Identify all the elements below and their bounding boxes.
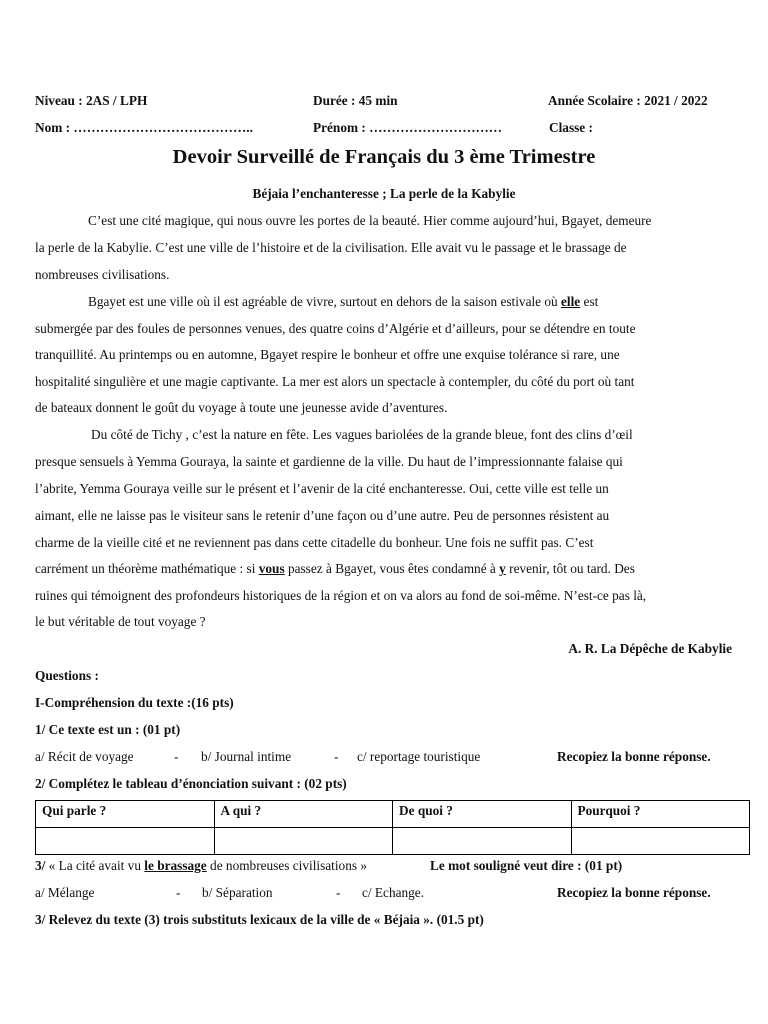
question-2: 2/ Complétez le tableau d’énonciation suivant : (02 pts): [35, 776, 347, 791]
text-line: l’abrite, Yemma Gouraya veille sur le présent et l’avenir de la cité enchanteresse. Oui, cette ville est telle un: [35, 481, 609, 496]
text-line: C’est une cité magique, qui nous ouvre les portes de la beauté. Hier comme aujourd’hui, Bgayet, demeure: [88, 213, 652, 228]
page-title: Devoir Surveillé de Français du 3 ème Trimestre: [172, 146, 596, 168]
q1-option-a: a/ Récit de voyage: [35, 749, 134, 764]
question-3: 3/ « La cité avait vu le brassage de nombreuses civilisations »: [35, 858, 367, 873]
questions-heading: Questions :: [35, 668, 99, 683]
underlined-word: elle: [561, 294, 581, 309]
table-header-cell: Pourquoi ?: [571, 801, 750, 828]
dash-separator: -: [334, 749, 339, 764]
text-subtitle: Béjaia l’enchanteresse ; La perle de la Kabylie: [252, 186, 516, 201]
q1-instruction: Recopiez la bonne réponse.: [557, 749, 711, 764]
text-source: A. R. La Dépêche de Kabylie: [568, 641, 732, 656]
question-4: 3/ Relevez du texte (3) trois substituts lexicaux de la ville de « Béjaia ». (01.5 pt): [35, 912, 484, 927]
table-answer-cell: [36, 828, 215, 855]
school-year-label: Année Scolaire : 2021 / 2022: [548, 93, 708, 108]
level-label: Niveau : 2AS / LPH: [35, 93, 148, 108]
firstname-field-label: Prénom : …………………………: [313, 120, 503, 135]
text-line: le but véritable de tout voyage ?: [35, 614, 206, 629]
q1-option-c: c/ reportage touristique: [357, 749, 481, 764]
underlined-word: vous: [258, 561, 285, 576]
text-line: ruines qui témoignent des profondeurs historiques de la région et on va alors au fond de soi-même. N’est-ce pas là,: [35, 588, 647, 603]
q3-option-c: c/ Echange.: [362, 885, 425, 900]
text-line: presque sensuels à Yemma Gouraya, la sainte et gardienne de la ville. Du haut de l’impressionnante falaise qui: [35, 454, 623, 469]
table-answer-cell: [214, 828, 393, 855]
question-3-ask: Le mot souligné veut dire : (01 pt): [430, 858, 623, 873]
q3-option-b: b/ Séparation: [202, 885, 273, 900]
text-line: aimant, elle ne laisse pas le visiteur sans le retenir d’une façon ou d’une autre. Peu de personnes résistent au: [35, 508, 610, 523]
text-line: carrément un théorème mathématique : si vous passez à Bgayet, vous êtes condamné à y revenir, tôt ou tard. Des: [35, 561, 635, 576]
table-header-cell: A qui ?: [214, 801, 393, 828]
text-line: charme de la vieille cité et ne reviennent pas dans cette citadelle du bonheur. Une fois ne suffit pas. C’est: [35, 535, 594, 550]
underlined-word: le brassage: [144, 858, 207, 873]
table-answer-cell: [393, 828, 572, 855]
table-answer-cell: [571, 828, 750, 855]
text-line: hospitalité singulière et une magie captivante. La mer est alors un spectacle à contempler, du côté du port où tant: [35, 374, 635, 389]
question-1: 1/ Ce texte est un : (01 pt): [35, 722, 181, 737]
text-line: submergée par des foules de personnes venues, des quatre coins d’Algérie et d’ailleurs, pour se détendre en toute: [35, 321, 636, 336]
text-line: nombreuses civilisations.: [35, 267, 170, 282]
text-line: tranquillité. Au printemps ou en automne, Bgayet respire le bonheur et offre une exquise tolérance si rare, une: [35, 347, 620, 362]
text-line: de bateaux donnent le goût du voyage à toute une jeunesse avide d’aventures.: [35, 400, 448, 415]
text-line: la perle de la Kabylie. C’est une ville de l’histoire et de la civilisation. Elle avait vu le passage et le brassage de: [35, 240, 627, 255]
underlined-word: y: [499, 561, 506, 576]
q3-instruction: Recopiez la bonne réponse.: [557, 885, 711, 900]
name-field-label: Nom : …………………………………..: [35, 120, 253, 135]
table-header-cell: De quoi ?: [393, 801, 572, 828]
text-line: Du côté de Tichy , c’est la nature en fête. Les vagues bariolées de la grande bleue, font des clins d’œil: [91, 427, 633, 442]
dash-separator: -: [176, 885, 181, 900]
class-field-label: Classe :: [549, 120, 593, 135]
q3-option-a: a/ Mélange: [35, 885, 95, 900]
duration-label: Durée : 45 min: [313, 93, 398, 108]
text-line: Bgayet est une ville où il est agréable de vivre, surtout en dehors de la saison estivale où elle est: [88, 294, 599, 309]
dash-separator: -: [174, 749, 179, 764]
enunciation-table: [35, 800, 750, 855]
q1-option-b: b/ Journal intime: [201, 749, 292, 764]
dash-separator: -: [336, 885, 341, 900]
section-heading: I-Compréhension du texte :(16 pts): [35, 695, 234, 710]
table-header-cell: Qui parle ?: [36, 801, 215, 828]
